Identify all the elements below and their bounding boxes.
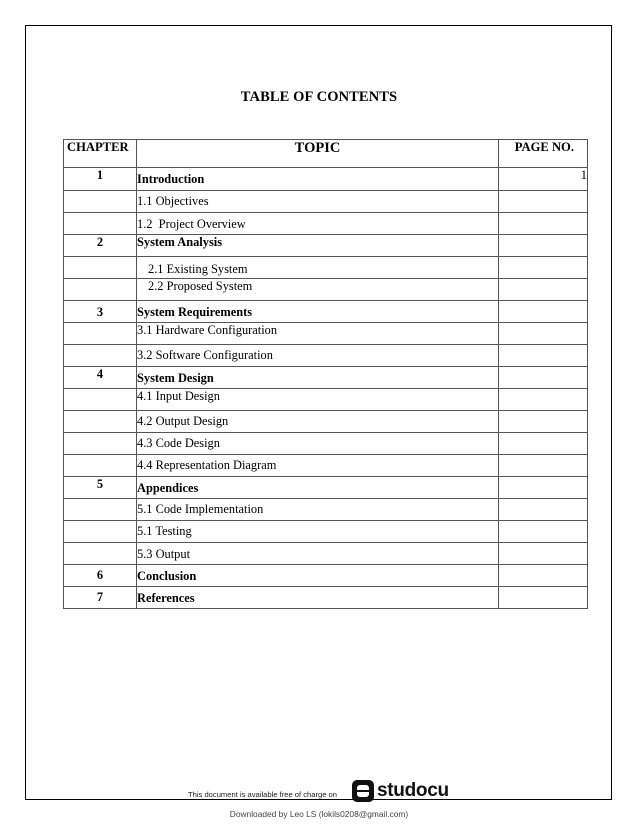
table-row bbox=[64, 279, 588, 301]
page-cell bbox=[499, 191, 588, 213]
topic-cell: System Requirements bbox=[137, 301, 499, 323]
page-cell bbox=[499, 257, 588, 279]
topic-cell: System Analysis bbox=[137, 235, 499, 257]
chapter-cell bbox=[64, 411, 137, 433]
chapter-cell: 7 bbox=[64, 587, 137, 609]
table-row bbox=[64, 477, 588, 499]
topic-cell: 5.3 Output bbox=[137, 543, 499, 565]
chapter-cell bbox=[64, 323, 137, 345]
chapter-cell bbox=[64, 455, 137, 477]
chapter-cell bbox=[64, 279, 137, 301]
page-cell bbox=[499, 279, 588, 301]
page-cell bbox=[499, 389, 588, 411]
page-title: TABLE OF CONTENTS bbox=[240, 89, 398, 105]
topic-cell: Conclusion bbox=[137, 565, 499, 587]
table-row bbox=[64, 235, 588, 257]
chapter-cell: 1 bbox=[64, 168, 137, 191]
topic-cell: 1.1 Objectives bbox=[137, 191, 499, 213]
chapter-cell bbox=[64, 521, 137, 543]
chapter-cell: 4 bbox=[64, 367, 137, 389]
topic-cell: Appendices bbox=[137, 477, 499, 499]
topic-header: TOPIC bbox=[137, 140, 499, 168]
table-row bbox=[64, 521, 588, 543]
page-cell bbox=[499, 499, 588, 521]
page-cell bbox=[499, 521, 588, 543]
chapter-cell bbox=[64, 543, 137, 565]
topic-cell: 2.1 Existing System bbox=[137, 257, 499, 279]
page-cell bbox=[499, 565, 588, 587]
table-row bbox=[64, 433, 588, 455]
page-cell bbox=[499, 587, 588, 609]
topic-cell: 3.2 Software Configuration bbox=[137, 345, 499, 367]
table-row bbox=[64, 345, 588, 367]
topic-cell: 5.1 Code Implementation bbox=[137, 499, 499, 521]
table-row bbox=[64, 301, 588, 323]
table-row bbox=[64, 389, 588, 411]
table-row bbox=[64, 213, 588, 235]
chapter-cell bbox=[64, 499, 137, 521]
topic-cell: 4.2 Output Design bbox=[137, 411, 499, 433]
table-header-row bbox=[64, 140, 588, 168]
page-cell bbox=[499, 411, 588, 433]
page-cell bbox=[499, 367, 588, 389]
chapter-cell: 6 bbox=[64, 565, 137, 587]
table-row bbox=[64, 168, 588, 191]
page-cell bbox=[499, 301, 588, 323]
studocu-logo-text: studocu bbox=[377, 780, 449, 801]
download-note: Downloaded by Leo LS (lokils0208@gmail.com) bbox=[229, 809, 409, 819]
chapter-cell bbox=[64, 345, 137, 367]
topic-cell: References bbox=[137, 587, 499, 609]
topic-cell: 3.1 Hardware Configuration bbox=[137, 323, 499, 345]
page-cell bbox=[499, 477, 588, 499]
topic-cell: Introduction bbox=[137, 168, 499, 191]
page-cell bbox=[499, 213, 588, 235]
page-cell bbox=[499, 323, 588, 345]
topic-cell: 4.4 Representation Diagram bbox=[137, 455, 499, 477]
page-cell bbox=[499, 455, 588, 477]
chapter-cell bbox=[64, 433, 137, 455]
chapter-cell: 5 bbox=[64, 477, 137, 499]
table-row bbox=[64, 455, 588, 477]
page-cell bbox=[499, 345, 588, 367]
topic-cell: 1.2 Project Overview bbox=[137, 213, 499, 235]
chapter-cell: 2 bbox=[64, 235, 137, 257]
table-row bbox=[64, 257, 588, 279]
page-header: PAGE NO. bbox=[499, 140, 588, 168]
page-cell bbox=[499, 235, 588, 257]
toc-table bbox=[63, 139, 588, 609]
topic-cell: 5.1 Testing bbox=[137, 521, 499, 543]
studocu-logo[interactable] bbox=[352, 780, 449, 802]
chapter-cell bbox=[64, 257, 137, 279]
chapter-header: CHAPTER bbox=[64, 140, 137, 168]
table-row bbox=[64, 587, 588, 609]
topic-cell: 4.1 Input Design bbox=[137, 389, 499, 411]
table-row bbox=[64, 323, 588, 345]
table-row bbox=[64, 411, 588, 433]
table-row bbox=[64, 543, 588, 565]
studocu-logo-icon bbox=[352, 780, 374, 802]
table-row bbox=[64, 565, 588, 587]
chapter-cell bbox=[64, 213, 137, 235]
chapter-cell bbox=[64, 191, 137, 213]
table-row bbox=[64, 499, 588, 521]
page-cell: 1 bbox=[499, 168, 588, 191]
topic-cell: 4.3 Code Design bbox=[137, 433, 499, 455]
chapter-cell: 3 bbox=[64, 301, 137, 323]
topic-cell: 2.2 Proposed System bbox=[137, 279, 499, 301]
availability-note: This document is available free of charge on bbox=[188, 790, 338, 799]
table-row bbox=[64, 191, 588, 213]
table-row bbox=[64, 367, 588, 389]
chapter-cell bbox=[64, 389, 137, 411]
page-cell bbox=[499, 433, 588, 455]
page-cell bbox=[499, 543, 588, 565]
topic-cell: System Design bbox=[137, 367, 499, 389]
